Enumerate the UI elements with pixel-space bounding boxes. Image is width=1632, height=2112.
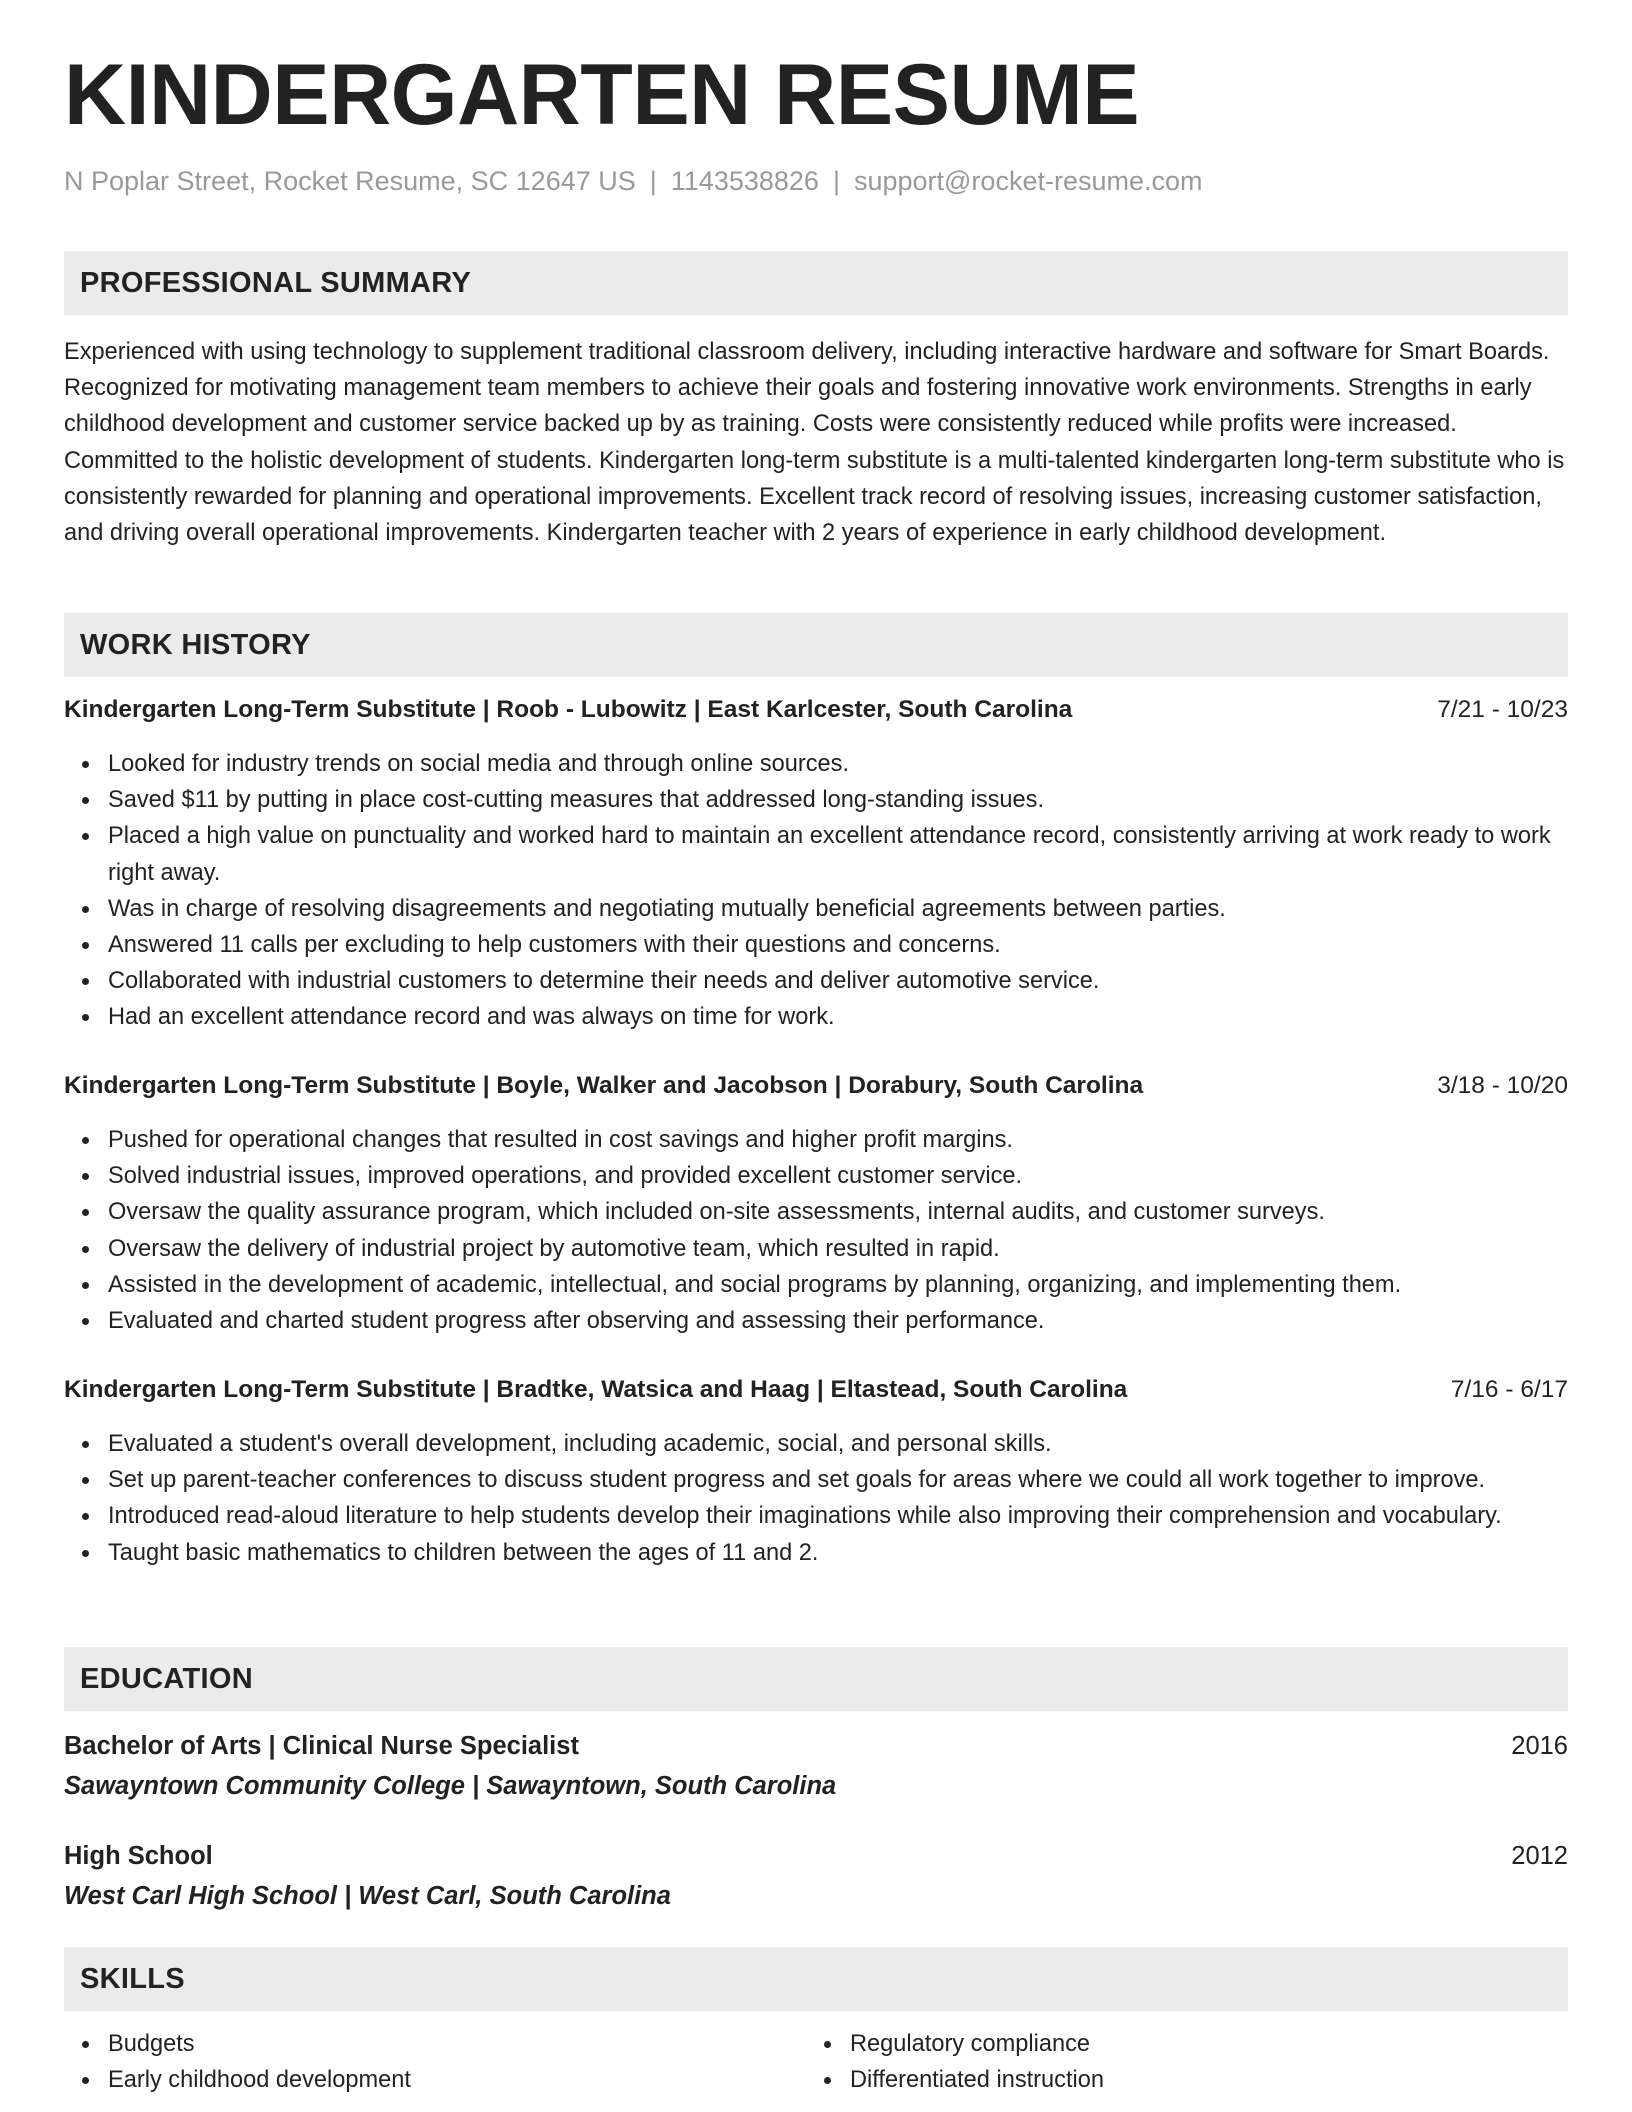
job-dates: 3/18 - 10/20 (1437, 1072, 1568, 1099)
education-header (64, 1839, 1568, 1873)
section-header-work-history: WORK HISTORY (64, 613, 1568, 677)
job-header (64, 1373, 1568, 1407)
job-bullet: Had an excellent attendance record and was always on time for work. (108, 999, 1568, 1035)
job-bullet: Placed a high value on punctuality and worked hard to maintain an excellent attendance record, consistently arriving at work ready to work right away. (108, 818, 1568, 890)
education-degree: High School (64, 1842, 213, 1870)
skill-item: Differentiated instruction (850, 2062, 1632, 2098)
contact-line (64, 166, 1203, 197)
job-bullet: Evaluated and charted student progress after observing and assessing their performance. (108, 1303, 1568, 1339)
contact-separator: | (832, 166, 840, 196)
education-header (64, 1729, 1568, 1763)
education-school: West Carl High School | West Carl, South Carolina (64, 1882, 671, 1910)
job-bullet-list (64, 1426, 1568, 1571)
contact-address: N Poplar Street, Rocket Resume, SC 12647 US (64, 166, 636, 196)
job-bullet: Set up parent-teacher conferences to discuss student progress and set goals for areas where we could all work together to improve. (108, 1462, 1568, 1498)
section-header-skills: SKILLS (64, 1947, 1568, 2011)
job-bullet-list (64, 746, 1568, 1036)
education-school: Sawayntown Community College | Sawayntown, South Carolina (64, 1772, 837, 1800)
job-bullet: Introduced read-aloud literature to help students develop their imaginations while also improving their comprehension and vocabulary. (108, 1498, 1568, 1534)
job-header (64, 1069, 1568, 1103)
education-year: 2016 (1511, 1732, 1568, 1760)
section-header-education: EDUCATION (64, 1647, 1568, 1711)
job-title: Kindergarten Long-Term Substitute | Roob - Lubowitz | East Karlcester, South Carolina (64, 696, 1073, 723)
job-bullet: Oversaw the delivery of industrial project by automotive team, which resulted in rapid. (108, 1231, 1568, 1267)
skill-item: Regulatory compliance (850, 2026, 1632, 2062)
job-bullet: Collaborated with industrial customers to determine their needs and deliver automotive service. (108, 963, 1568, 999)
job-bullet: Was in charge of resolving disagreements and negotiating mutually beneficial agreements between parties. (108, 891, 1568, 927)
education-year: 2012 (1511, 1842, 1568, 1870)
job-bullet: Looked for industry trends on social media and through online sources. (108, 746, 1568, 782)
contact-email: support@rocket-resume.com (853, 166, 1203, 196)
contact-phone: 1143538826 (670, 166, 819, 196)
contact-separator: | (649, 166, 657, 196)
resume-title: KINDERGARTEN RESUME (64, 47, 1140, 143)
education-degree: Bachelor of Arts | Clinical Nurse Specialist (64, 1732, 579, 1760)
job-dates: 7/16 - 6/17 (1450, 1376, 1568, 1403)
job-title: Kindergarten Long-Term Substitute | Boyle, Walker and Jacobson | Dorabury, South Carolina (64, 1072, 1144, 1099)
job-bullet: Oversaw the quality assurance program, which included on-site assessments, internal audits, and customer surveys. (108, 1194, 1568, 1230)
skill-item: Early childhood development (108, 2062, 1568, 2098)
job-title: Kindergarten Long-Term Substitute | Bradtke, Watsica and Haag | Eltastead, South Carolina (64, 1376, 1128, 1403)
skill-item: Budgets (108, 2026, 1568, 2062)
job-bullet: Assisted in the development of academic, intellectual, and social programs by planning, organizing, and implementing them. (108, 1267, 1568, 1303)
section-header-summary: PROFESSIONAL SUMMARY (64, 251, 1568, 315)
job-bullet: Taught basic mathematics to children between the ages of 11 and 2. (108, 1535, 1568, 1571)
job-dates: 7/21 - 10/23 (1437, 696, 1568, 723)
job-bullet: Saved $11 by putting in place cost-cutting measures that addressed long-standing issues. (108, 782, 1568, 818)
summary-text: Experienced with using technology to supplement traditional classroom delivery, including interactive hardware and software for Smart Boards. Recognized for motivating management team members to achieve their goals and fostering innovative work environments. Strengths in early childhood development and customer service backed up by as training. Costs were consistently reduced while profits were increased. Committed to the holistic development of students. Kindergarten long-term substitute is a multi-talented kindergarten long-term substitute who is consistently rewarded for planning and operational improvements. Excellent track record of resolving issues, increasing customer satisfaction, and driving overall operational improvements. Kindergarten teacher with 2 years of experience in early childhood development. (64, 339, 1565, 547)
job-bullet: Solved industrial issues, improved operations, and provided excellent customer service. (108, 1158, 1568, 1194)
job-bullet: Pushed for operational changes that resulted in cost savings and higher profit margins. (108, 1122, 1568, 1158)
skills-list-right (806, 2026, 1632, 2098)
job-bullet-list (64, 1122, 1568, 1339)
job-bullet: Evaluated a student's overall development, including academic, social, and personal skills. (108, 1426, 1568, 1462)
job-bullet: Answered 11 calls per excluding to help customers with their questions and concerns. (108, 927, 1568, 963)
job-header (64, 693, 1568, 727)
